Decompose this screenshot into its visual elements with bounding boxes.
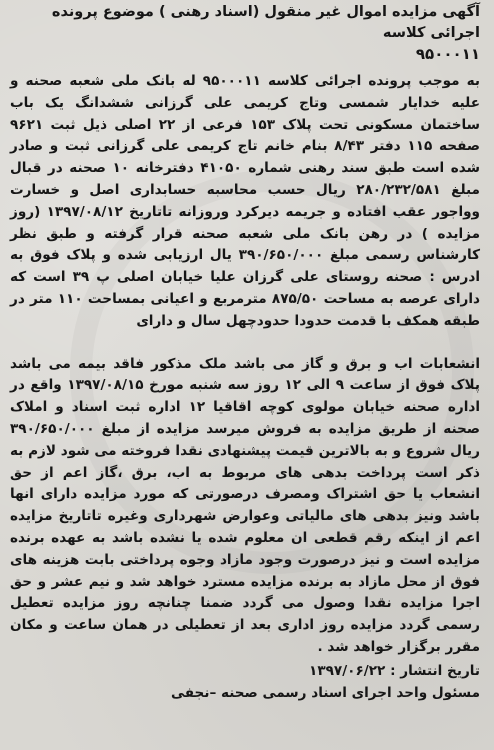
notice-paragraph-2: انشعابات اب و برق و گاز می باشد ملک مذکور فاقد بیمه می باشد پلاک فوق از ساعت ۹ الی ۱۲ روز سه شنبه مورخ ۱۳۹۷/۰۸/۱۵ واقع در اداره صحنه خیابان مولوی کوچه اقاقیا ۱۲ اداره ثبت اسناد و املاک صحنه از طریق مزایده به فروش میرسد مزایده از مبلغ ۳۹۰/۶۵۰/۰۰۰ ریال شروع و به بالاترین قیمت پیشنهادی نقدا فروخته می شود لازم به ذکر است پرداخت بدهی های مربوط به اب، برق ،گاز اعم از حق انشعاب یا حق اشتراک ومصرف درصورتی که مورد مزایده دارای انها باشد ونیز بدهی های مالیاتی وعوارض شهرداری وغیره تاتاریخ مزایده اعم از اینکه رقم قطعی ان معلوم شده یا نشده باشد به عهده برنده مزایده است و نیز درصورت وجود مازاد وجوه پرداختی بابت هزینه های فوق از محل مازاد به برنده مزایده مسترد خواهد شد و نیم عشر و حق اجرا مزایده نقدا وصول می گردد ضمنا چنانچه روز مزایده تعطیل رسمی گردد مزایده روز اداری بعد از تعطیلی در همان ساعت و مکان مقرر برگزار خواهد شد . bbox=[10, 355, 480, 655]
case-number: ۹۵۰۰۰۱۱ bbox=[415, 45, 480, 63]
notice-title: آگهی مزایده اموال غیر منقول (اسناد رهنی ) موضوع پرونده اجرائی کلاسه bbox=[51, 4, 480, 41]
paragraph-gap bbox=[10, 333, 480, 354]
publish-date: تاریخ انتشار : ۱۳۹۷/۰۶/۲۲ bbox=[309, 662, 480, 679]
signature: مسئول واحد اجرای اسناد رسمی صحنه –نجفی bbox=[171, 684, 480, 701]
auction-notice bbox=[10, 2, 480, 704]
notice-paragraph-1: به موجب پرونده اجرائی کلاسه ۹۵۰۰۰۱۱ له بانک ملی شعبه صحنه و علیه خدایار شمسی وتاج کریمی علی گرزانی ششدانگ یک باب ساختمان مسکونی تحت پلاک ۱۵۳ فرعی از ۲۲ اصلی ذیل ثبت ۹۶۲۱ صفحه ۱۱۵ دفتر ۸/۴۳ بنام خانم تاج کریمی علی گرزانی ثبت و صادر شده است طبق سند رهنی شماره ۴۱۰۵۰ دفترخانه ۱۰ صحنه در قبال مبلغ ۲۸۰/۲۳۲/۵۸۱ ریال حسب محاسبه حسابداری اصل و خسارت وواجور عقب افتاده و جریمه دیرکرد وروزانه تاتاریخ ۱۳۹۷/۰۸/۱۲ (روز مزایده ) در رهن بانک ملی شعبه صحنه قرار گرفته و طبق نظر کارشناس رسمی مبلغ ۳۹۰/۶۵۰/۰۰۰ یال ارزیابی شده و پلاک فوق به ادرس : صحنه روستای علی گرزان علیا خیابان اصلی پ ۳۹ است که دارای عرصه به مساحت ۸۷۵/۵۰ مترمربع و اعیانی بمساحت ۱۱۰ متر در طبقه همکف با قدمت حدودا حدودچهل سال و دارای bbox=[10, 73, 481, 329]
